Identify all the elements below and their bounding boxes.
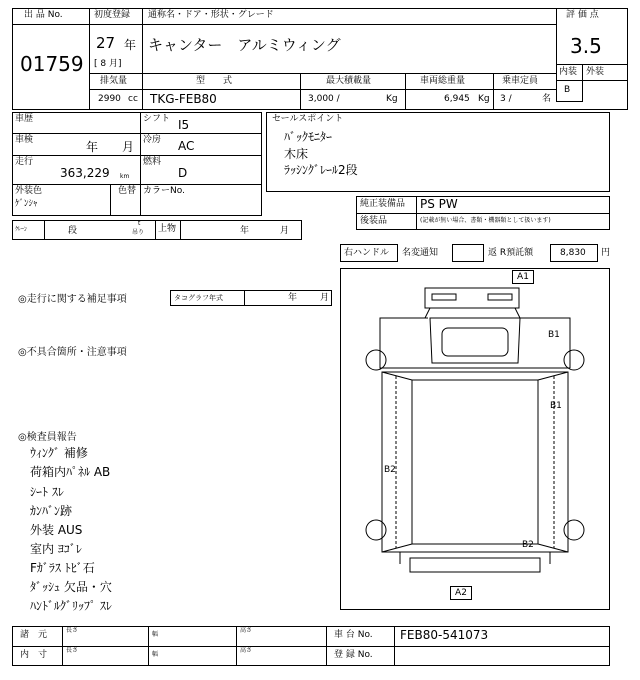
registration-value: 8,830 <box>560 248 586 258</box>
grade-label: 評 価 点 <box>566 10 599 20</box>
inspection-year: 年 <box>86 140 99 154</box>
inspector-report-label: ◎検査員報告 <box>18 432 77 443</box>
crane-hook: 吊り <box>132 229 145 236</box>
reg-month: [ 8 月] <box>94 59 122 69</box>
displacement: 2990 <box>98 94 121 104</box>
sales-points-label: セールスポイント <box>272 114 344 124</box>
mount-year: 年 <box>240 226 250 236</box>
color-no-label: カラーNo. <box>143 186 185 196</box>
inspection-label: 車検 <box>15 135 34 145</box>
details-frame <box>12 112 262 216</box>
aircon-label: 冷房 <box>143 135 162 145</box>
displacement-label: 排気量 <box>100 76 128 86</box>
sales-point-item: 木床 <box>284 147 309 161</box>
color-label: 外装色 <box>15 186 43 196</box>
specs-label: 諸 元 <box>20 630 48 640</box>
right-hand-label: 右ハンドル <box>344 248 390 258</box>
damage-mark: A1 <box>512 270 534 284</box>
sales-points-frame <box>266 112 610 192</box>
chassis-label: 車 台 No. <box>334 630 373 640</box>
color-swap-label: 色替 <box>118 186 137 196</box>
model-label: 型 式 <box>196 76 233 86</box>
mileage: 363,229 <box>60 166 110 180</box>
aircon-value: AC <box>178 139 195 153</box>
length-label: 長さ <box>66 627 79 634</box>
aftermarket-label: 後装品 <box>360 216 388 226</box>
color-value: ｹﾞﾝｼｬ <box>15 199 38 209</box>
max-load-unit: Kg <box>386 94 398 104</box>
damage-mark: B1 <box>548 330 560 340</box>
damage-mark: A2 <box>450 586 472 600</box>
mount-month: 月 <box>280 226 290 236</box>
grade-value: 3.5 <box>570 34 602 58</box>
crane-ton: t <box>138 220 141 227</box>
history-label: 車歴 <box>15 114 34 124</box>
height-label: 高さ <box>240 647 253 654</box>
max-load-label: 最大積載量 <box>326 76 372 86</box>
chassis-number: FEB80-541073 <box>400 628 489 642</box>
first-reg-label: 初度登録 <box>94 10 131 20</box>
gross-weight-label: 車両総重量 <box>420 76 466 86</box>
max-load: 3,000 / <box>308 94 340 104</box>
registration-label: 返 R預託額 <box>488 248 534 258</box>
damage-mark: B2 <box>384 465 396 475</box>
capacity-unit: 名 <box>542 94 552 104</box>
name-change-box <box>452 244 484 262</box>
length-label: 長さ <box>66 647 79 654</box>
fuel-value: D <box>178 166 188 180</box>
genuine-equipment: PS PW <box>420 197 458 211</box>
inspection-month: 月 <box>122 140 135 154</box>
width-label: 幅 <box>152 631 159 638</box>
sales-point-item: ﾗｯｼﾝｸﾞﾚｰﾙ2段 <box>284 163 358 177</box>
mileage-label: 走行 <box>15 157 34 167</box>
sales-point-item: ﾊﾞｯｸﾓﾆﾀｰ <box>284 130 333 144</box>
damage-mark: B2 <box>522 540 534 550</box>
inspector-item: ﾀﾞｯｼｭ 欠品・穴 <box>30 580 112 594</box>
crane-frame <box>12 220 302 240</box>
width-label: 幅 <box>152 651 159 658</box>
registration-no-label: 登 録 No. <box>334 650 373 660</box>
reg-year: 27 <box>96 34 116 52</box>
driving-notes-label: ◎走行に関する補足事項 <box>18 294 127 305</box>
inspector-item: ｳｨﾝｸﾞ 補修 <box>30 446 88 460</box>
lot-no: 01759 <box>20 52 84 76</box>
truck-outline <box>340 268 610 610</box>
inspector-item: 荷箱内ﾊﾟﾈﾙ AB <box>30 465 111 479</box>
tachograph-year: 年 <box>288 293 298 303</box>
registration-unit: 円 <box>601 248 611 258</box>
reg-year-unit: 年 <box>124 38 137 52</box>
mileage-unit: km <box>120 173 130 180</box>
inspector-item: 外装 AUS <box>30 523 83 537</box>
vehicle-name: キャンター アルミウィング <box>148 36 341 54</box>
tachograph-label: タコグラフ年式 <box>174 294 223 302</box>
gross-weight-unit: Kg <box>478 94 490 104</box>
name-change-label: 名変通知 <box>402 248 439 258</box>
crane-stage: 段 <box>68 226 78 236</box>
damage-mark: B1 <box>550 401 562 411</box>
inner-dims-label: 内 寸 <box>20 650 48 660</box>
displacement-unit: cc <box>128 94 138 104</box>
capacity: 3 / <box>500 94 512 104</box>
aftermarket-note: (記載が無い場合、書類・機器類として扱います) <box>420 217 551 224</box>
capacity-label: 乗車定員 <box>502 76 539 86</box>
defects-label: ◎不具合箇所・注意事項 <box>18 347 127 358</box>
inspector-item: Fｶﾞﾗｽ ﾄﾋﾞ石 <box>30 561 95 575</box>
genuine-equipment-label: 純正装備品 <box>360 199 406 209</box>
exterior-grade-label: 外装 <box>586 67 605 77</box>
gross-weight: 6,945 <box>444 94 470 104</box>
tachograph-month: 月 <box>320 293 330 303</box>
interior-grade: B <box>564 85 571 95</box>
inspector-item: ｼｰﾄ ｽﾚ <box>30 485 64 499</box>
mount-label: 上物 <box>158 224 177 234</box>
crane-label: ｸﾚｰﾝ <box>15 226 28 233</box>
height-label: 高さ <box>240 627 253 634</box>
model: TKG-FEB80 <box>150 92 217 106</box>
interior-grade-label: 内装 <box>559 67 578 77</box>
inspector-item: 室内 ﾖｺﾞﾚ <box>30 542 82 556</box>
shift-value: I5 <box>178 118 190 132</box>
lot-no-label: 出 品 No. <box>24 10 63 20</box>
inspector-item: ｶﾝﾊﾞﾝ跡 <box>30 504 73 518</box>
shift-label: シフト <box>143 114 171 124</box>
name-label: 通称名・ドア・形状・グレード <box>148 10 274 20</box>
fuel-label: 燃料 <box>143 157 162 167</box>
inspector-item: ﾊﾝﾄﾞﾙｸﾞﾘｯﾌﾟ ｽﾚ <box>30 599 112 613</box>
